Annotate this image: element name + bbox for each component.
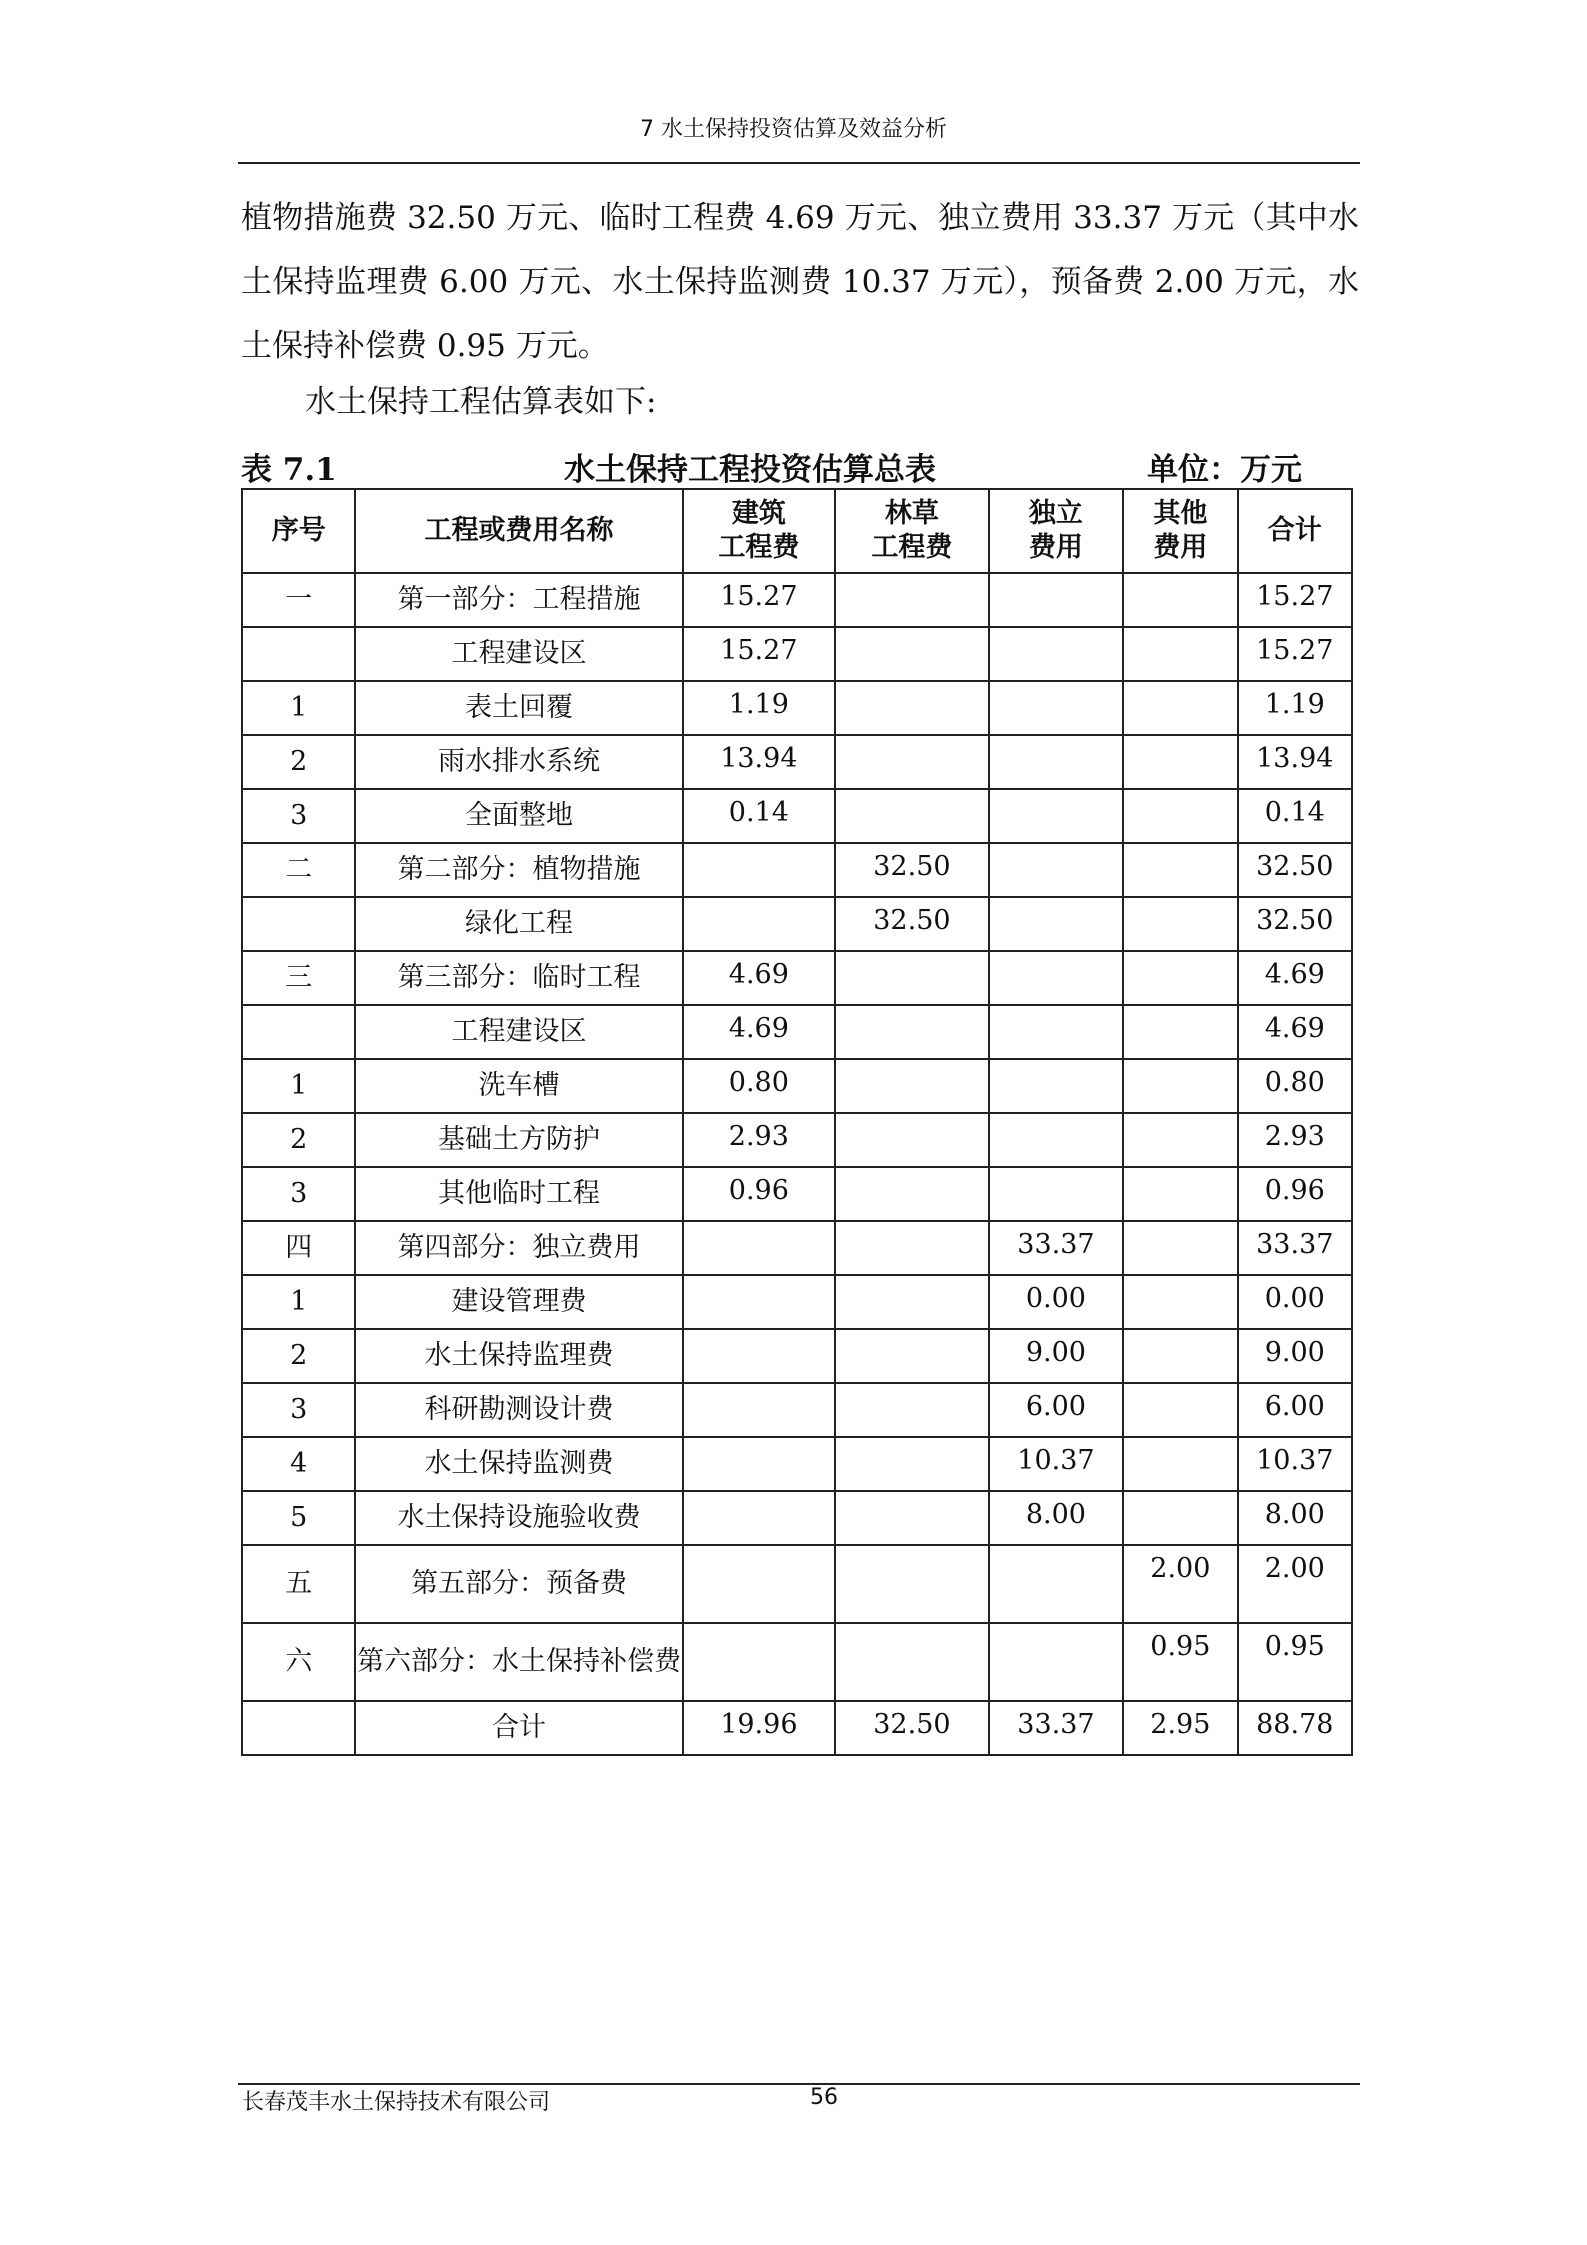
cell-name: 全面整地: [355, 789, 682, 843]
cell-name: 第五部分：预备费: [355, 1545, 682, 1623]
cell-name: 水土保持设施验收费: [355, 1491, 682, 1545]
table-row: [242, 1623, 1352, 1701]
cell-build: 15.27: [683, 627, 836, 681]
cell-seq: 3: [242, 1383, 355, 1437]
cell-total: 0.95: [1238, 1623, 1352, 1701]
cell-seq: [242, 627, 355, 681]
cell-indep: [989, 1545, 1123, 1623]
cell-seq: 1: [242, 1059, 355, 1113]
cell-other: [1123, 1383, 1237, 1437]
cell-seq: 1: [242, 681, 355, 735]
header-name: 工程或费用名称: [355, 489, 682, 573]
cell-other: [1123, 1329, 1237, 1383]
cell-plant: [835, 1005, 989, 1059]
cell-indep: 33.37: [989, 1221, 1123, 1275]
cell-other: [1123, 789, 1237, 843]
cell-other: [1123, 1113, 1237, 1167]
cell-name: 科研勘测设计费: [355, 1383, 682, 1437]
cell-other: [1123, 951, 1237, 1005]
table-row: [242, 1701, 1352, 1755]
cell-other: [1123, 1437, 1237, 1491]
cell-other: 2.95: [1123, 1701, 1237, 1755]
cell-seq: 5: [242, 1491, 355, 1545]
cell-plant: 32.50: [835, 843, 989, 897]
cell-plant: [835, 1167, 989, 1221]
table-row: [242, 1491, 1352, 1545]
cell-plant: [835, 1059, 989, 1113]
table-caption: [241, 444, 1353, 490]
table-row: [242, 1221, 1352, 1275]
table-row: [242, 843, 1352, 897]
cell-other: [1123, 1059, 1237, 1113]
table-row: [242, 735, 1352, 789]
cell-indep: [989, 1059, 1123, 1113]
table-row: [242, 1383, 1352, 1437]
cell-build: [683, 1623, 836, 1701]
table-row: [242, 951, 1352, 1005]
cell-name: 洗车槽: [355, 1059, 682, 1113]
table-body: [242, 573, 1352, 1755]
header-indep: 独立 费用: [989, 489, 1123, 573]
cell-build: [683, 843, 836, 897]
cell-seq: [242, 1701, 355, 1755]
cell-build: [683, 1491, 836, 1545]
cell-build: 4.69: [683, 1005, 836, 1059]
cell-seq: 六: [242, 1623, 355, 1701]
cell-name: 其他临时工程: [355, 1167, 682, 1221]
cell-seq: 三: [242, 951, 355, 1005]
cell-seq: 3: [242, 1167, 355, 1221]
cell-name: 第六部分：水土保持补偿费: [355, 1623, 682, 1701]
cell-seq: [242, 897, 355, 951]
cell-total: 4.69: [1238, 1005, 1352, 1059]
cell-seq: 2: [242, 735, 355, 789]
table-row: [242, 1113, 1352, 1167]
cell-seq: 四: [242, 1221, 355, 1275]
cell-total: 2.93: [1238, 1113, 1352, 1167]
cell-other: [1123, 735, 1237, 789]
cell-total: 1.19: [1238, 681, 1352, 735]
cell-indep: 33.37: [989, 1701, 1123, 1755]
cell-total: 32.50: [1238, 843, 1352, 897]
cell-build: 13.94: [683, 735, 836, 789]
table-row: [242, 627, 1352, 681]
cell-seq: 1: [242, 1275, 355, 1329]
cell-indep: [989, 843, 1123, 897]
cell-indep: 8.00: [989, 1491, 1123, 1545]
paragraph-text: 植物措施费 32.50 万元、临时工程费 4.69 万元、独立费用 33.37 万元（其中水土保持监理费 6.00 万元、水土保持监测费 10.37 万元），预备费 2.00 万元，水土保持补偿费 0.95 万元。: [241, 200, 1359, 364]
table-header-row: [242, 489, 1352, 573]
cell-build: 19.96: [683, 1701, 836, 1755]
table-number: 表 7.1: [241, 452, 337, 488]
cell-other: [1123, 1221, 1237, 1275]
cell-indep: [989, 1113, 1123, 1167]
table-row: [242, 1059, 1352, 1113]
cell-build: 1.19: [683, 681, 836, 735]
cell-plant: [835, 573, 989, 627]
cell-total: 8.00: [1238, 1491, 1352, 1545]
cell-indep: 10.37: [989, 1437, 1123, 1491]
cell-plant: [835, 1221, 989, 1275]
cell-name: 第四部分：独立费用: [355, 1221, 682, 1275]
cell-indep: [989, 1623, 1123, 1701]
cell-total: 0.00: [1238, 1275, 1352, 1329]
cell-plant: [835, 1329, 989, 1383]
header-seq: 序号: [242, 489, 355, 573]
cell-plant: [835, 681, 989, 735]
cell-other: [1123, 1275, 1237, 1329]
cell-name: 基础土方防护: [355, 1113, 682, 1167]
cell-build: 0.14: [683, 789, 836, 843]
table-row: [242, 897, 1352, 951]
investment-estimate-table: [241, 488, 1353, 1756]
table-row: [242, 789, 1352, 843]
footer-company: 长春茂丰水土保持技术有限公司: [242, 2090, 551, 2115]
table-row: [242, 1005, 1352, 1059]
cell-seq: 2: [242, 1329, 355, 1383]
cell-plant: 32.50: [835, 1701, 989, 1755]
body-paragraph: [241, 186, 1359, 378]
cell-name: 工程建设区: [355, 1005, 682, 1059]
cell-indep: [989, 789, 1123, 843]
header-plant: 林草 工程费: [835, 489, 989, 573]
cell-seq: 3: [242, 789, 355, 843]
cell-total: 6.00: [1238, 1383, 1352, 1437]
cell-indep: 0.00: [989, 1275, 1123, 1329]
cell-other: 0.95: [1123, 1623, 1237, 1701]
table-row: [242, 1545, 1352, 1623]
table-row: [242, 573, 1352, 627]
cell-name: 第二部分：植物措施: [355, 843, 682, 897]
cell-plant: [835, 789, 989, 843]
cell-plant: [835, 1545, 989, 1623]
cell-total: 88.78: [1238, 1701, 1352, 1755]
cell-total: 4.69: [1238, 951, 1352, 1005]
cell-name: 水土保持监测费: [355, 1437, 682, 1491]
cell-indep: [989, 1005, 1123, 1059]
cell-seq: 一: [242, 573, 355, 627]
cell-other: [1123, 627, 1237, 681]
cell-seq: 五: [242, 1545, 355, 1623]
header-total: 合计: [1238, 489, 1352, 573]
cell-plant: [835, 1491, 989, 1545]
cell-total: 15.27: [1238, 627, 1352, 681]
cell-other: [1123, 681, 1237, 735]
cell-indep: [989, 735, 1123, 789]
cell-build: 2.93: [683, 1113, 836, 1167]
table-unit: 单位：万元: [1147, 452, 1302, 488]
cell-name: 表土回覆: [355, 681, 682, 735]
cell-total: 10.37: [1238, 1437, 1352, 1491]
cell-indep: [989, 1167, 1123, 1221]
cell-indep: [989, 681, 1123, 735]
cell-build: [683, 1329, 836, 1383]
header-build: 建筑 工程费: [683, 489, 836, 573]
cell-plant: [835, 1383, 989, 1437]
cell-build: 4.69: [683, 951, 836, 1005]
cell-indep: 9.00: [989, 1329, 1123, 1383]
cell-build: [683, 1383, 836, 1437]
table-intro: 水土保持工程估算表如下:: [305, 384, 657, 420]
header-other: 其他 费用: [1123, 489, 1237, 573]
cell-total: 13.94: [1238, 735, 1352, 789]
cell-name: 雨水排水系统: [355, 735, 682, 789]
cell-name: 水土保持监理费: [355, 1329, 682, 1383]
cell-other: [1123, 897, 1237, 951]
cell-other: 2.00: [1123, 1545, 1237, 1623]
cell-seq: 二: [242, 843, 355, 897]
cell-total: 0.96: [1238, 1167, 1352, 1221]
cell-plant: [835, 1113, 989, 1167]
cell-indep: [989, 573, 1123, 627]
cell-build: 15.27: [683, 573, 836, 627]
cell-plant: [835, 951, 989, 1005]
cell-build: [683, 1275, 836, 1329]
cell-build: 0.96: [683, 1167, 836, 1221]
cell-total: 9.00: [1238, 1329, 1352, 1383]
cell-plant: [835, 1275, 989, 1329]
cell-build: [683, 1221, 836, 1275]
header-rule: [238, 162, 1360, 164]
table-row: [242, 1329, 1352, 1383]
cell-name: 绿化工程: [355, 897, 682, 951]
running-header: 7 水土保持投资估算及效益分析: [640, 117, 947, 142]
table-row: [242, 1437, 1352, 1491]
cell-other: [1123, 843, 1237, 897]
cell-name: 第一部分：工程措施: [355, 573, 682, 627]
cell-build: [683, 1437, 836, 1491]
cell-name: 合计: [355, 1701, 682, 1755]
cell-plant: 32.50: [835, 897, 989, 951]
table-row: [242, 681, 1352, 735]
cell-indep: [989, 627, 1123, 681]
cell-total: 32.50: [1238, 897, 1352, 951]
cell-other: [1123, 1005, 1237, 1059]
cell-seq: 4: [242, 1437, 355, 1491]
cell-plant: [835, 1623, 989, 1701]
cell-build: [683, 1545, 836, 1623]
cell-total: 0.80: [1238, 1059, 1352, 1113]
cell-indep: 6.00: [989, 1383, 1123, 1437]
cell-total: 15.27: [1238, 573, 1352, 627]
cell-plant: [835, 735, 989, 789]
cell-indep: [989, 951, 1123, 1005]
cell-total: 0.14: [1238, 789, 1352, 843]
cell-other: [1123, 1491, 1237, 1545]
cell-plant: [835, 627, 989, 681]
cell-build: [683, 897, 836, 951]
cell-name: 工程建设区: [355, 627, 682, 681]
cell-name: 第三部分：临时工程: [355, 951, 682, 1005]
cell-seq: 2: [242, 1113, 355, 1167]
table-row: [242, 1275, 1352, 1329]
cell-total: 33.37: [1238, 1221, 1352, 1275]
cell-build: 0.80: [683, 1059, 836, 1113]
cell-name: 建设管理费: [355, 1275, 682, 1329]
page-number: 56: [810, 2085, 838, 2110]
cell-other: [1123, 573, 1237, 627]
cell-plant: [835, 1437, 989, 1491]
cell-seq: [242, 1005, 355, 1059]
table-title: 水土保持工程投资估算总表: [564, 452, 936, 488]
cell-other: [1123, 1167, 1237, 1221]
cell-indep: [989, 897, 1123, 951]
cell-total: 2.00: [1238, 1545, 1352, 1623]
table-row: [242, 1167, 1352, 1221]
